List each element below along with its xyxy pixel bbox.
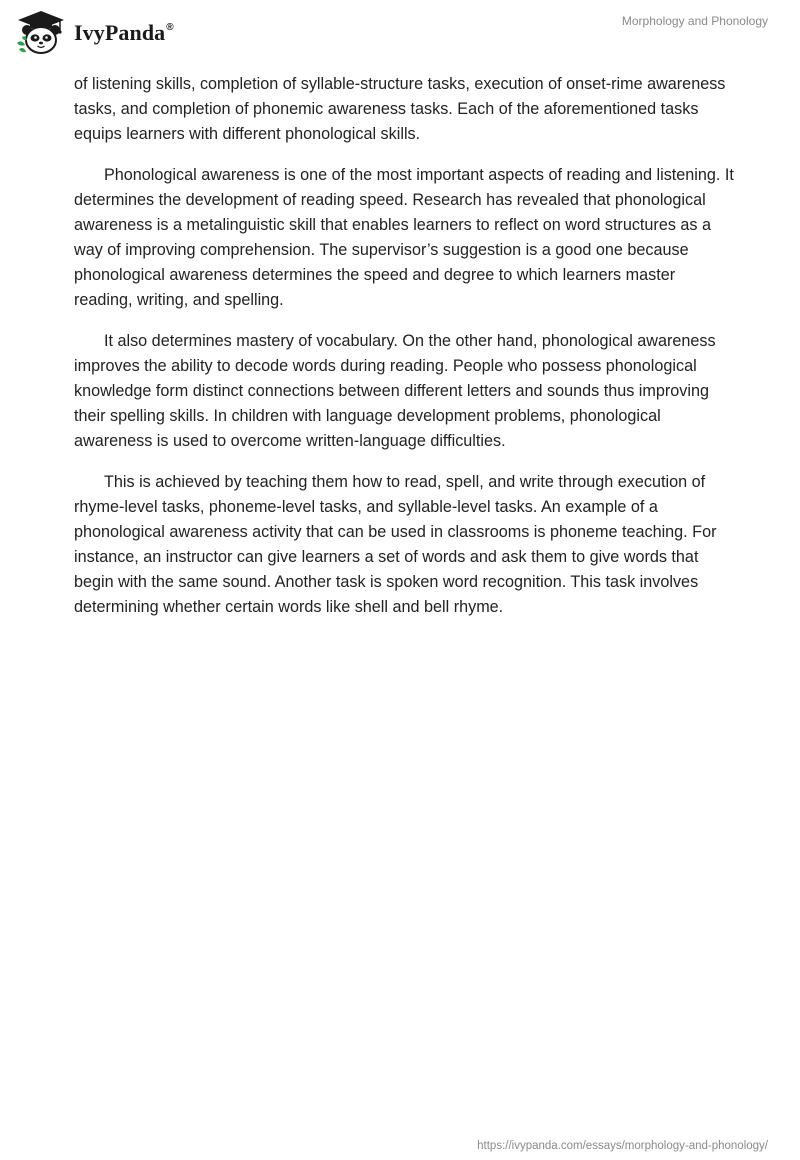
essay-body: [74, 72, 734, 636]
page-header: [0, 0, 800, 70]
document-running-title: Morphology and Phonology: [621, 14, 768, 28]
body-paragraph: It also determines mastery of vocabulary. On the other hand, phonological awareness improves the ability to decode words during reading. People who possess phonological knowledge form distinct connections between different letters and sounds thus improving their spelling skills. In children with language development problems, phonological awareness is used to overcome written-language difficulties.: [74, 332, 716, 450]
panda-graduate-logo-icon: [14, 9, 68, 55]
logo-wordmark: IvyPanda®: [74, 20, 174, 45]
body-paragraph: Phonological awareness is one of the most important aspects of reading and listening. It determines the development of reading speed. Research has revealed that phonological awareness is a metalinguistic skill that enables learners to reflect on word structures as a way of improving comprehension. The supervisor’s suggestion is a good one because phonological awareness determines the speed and degree to which learners master reading, writing, and spelling.: [74, 166, 734, 309]
source-url[interactable]: https://ivypanda.com/essays/morphology-and-phonology/: [477, 1140, 768, 1152]
body-paragraph: This is achieved by teaching them how to read, spell, and write through execution of rhyme-level tasks, phoneme-level tasks, and syllable-level tasks. An example of a phonological awareness activity that can be used in classrooms is phoneme teaching. For instance, an instructor can give learners a set of words and ask them to give words that begin with the same sound. Another task is spoken word recognition. This task involves determining whether certain words like shell and bell rhyme.: [74, 473, 717, 616]
ivypanda-logo[interactable]: [14, 9, 174, 55]
registered-mark: ®: [166, 22, 174, 33]
body-paragraph: of listening skills, completion of syllable-structure tasks, execution of onset-rime awareness tasks, and completion of phonemic awareness tasks. Each of the aforementioned tasks equips learners with different phonological skills.: [74, 75, 726, 143]
